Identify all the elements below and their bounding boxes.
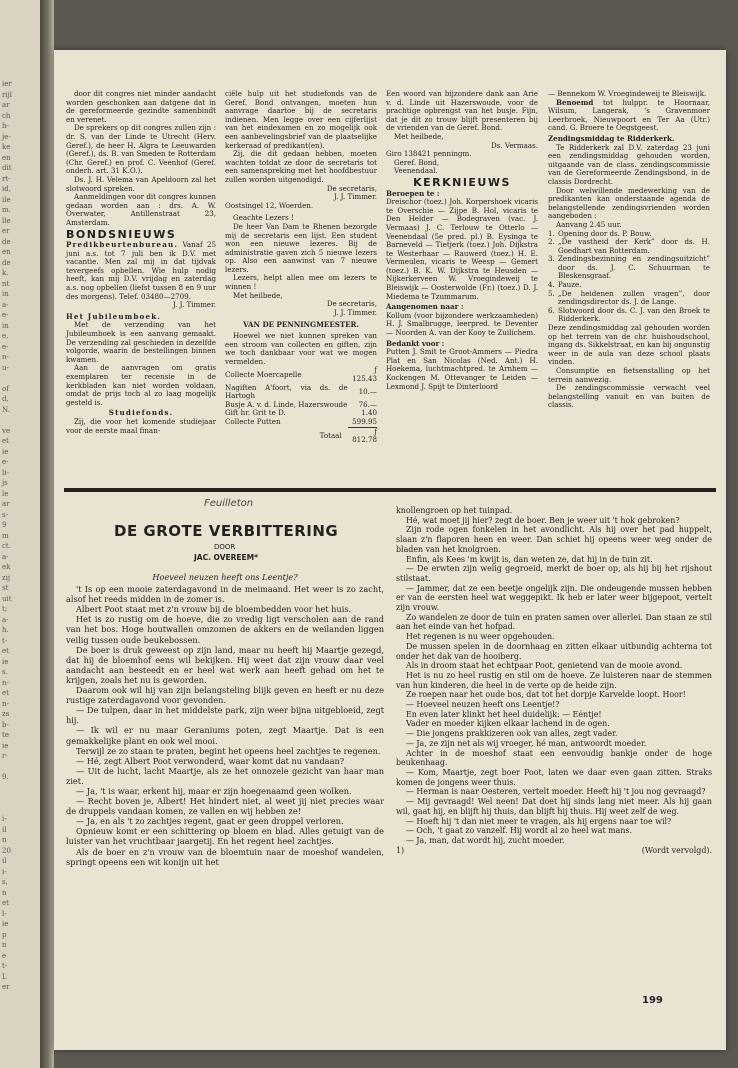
donation-amount: 1.40 — [361, 408, 377, 418]
previous-page-fragment: lle — [2, 216, 11, 225]
previous-page-fragment: d, — [2, 395, 9, 403]
paragraph: De heer Van Dam te Rhenen bezorgde mij de secretaris een lijst. Een student won een nieuwe lezeres. Bij de administratie gaven zich 5 nieuwe lezers op. Also een aanwinst van 7 nieuwe lezers. — [225, 221, 377, 274]
previous-page-fragment: ve — [2, 426, 11, 435]
previous-page-fragment: s- — [2, 510, 8, 519]
paragraph: — Ik wil er nu maar Geraniums poten, zegt Maartje. Dat is een gemakkelijke plant en ook wel mooi. — [66, 725, 384, 746]
previous-page-fragment: je- — [2, 132, 11, 141]
previous-page-fragment: k. — [2, 269, 9, 277]
previous-page-fragment: e, — [2, 332, 9, 340]
story-author: JAC. OVEREEM* — [194, 553, 259, 562]
previous-page-fragment: s. — [2, 668, 8, 676]
previous-page-fragment: e- — [2, 311, 9, 319]
subheading: Predikbeurtenbureau. — [66, 240, 179, 250]
previous-page-fragment: zs — [2, 710, 10, 718]
previous-page-fragment: et — [2, 437, 9, 445]
paragraph: 't Is op een mooie zaterdagavond in de meimaand. Het weer is zo zacht, alsof het reeds midden in de zomer is. — [66, 584, 384, 605]
donation-amount: ƒ 125.43 — [352, 365, 377, 383]
paragraph: De sprekers op dit congres zullen zijn : dr. S. van der Linde te Utrecht (Herv. Geref.), de heer H. Algra te Leeuwarden (Geref.), ds. B. van Smeden te Rotterdam (Chr. Geref.) en prof. C. Veenhof (Geref. onderh. art. 31 K.O.). — [66, 123, 216, 176]
donation-amount: 599.95 — [352, 416, 377, 426]
paragraph: Hé, wat moet jij hier? zegt de boer. Ben je weer uit 't hok gebroken? — [406, 515, 680, 525]
previous-page-fragment: m. — [2, 206, 11, 214]
signature: J. J. Timmer. — [172, 300, 216, 310]
paragraph: Terwijl ze zo staan te praten, begint het opeens heel zachtjes te regenen. — [76, 745, 381, 756]
previous-page-fragment: e — [2, 951, 7, 960]
previous-page-fragment: ile — [2, 195, 11, 204]
previous-page-fragment: r- — [2, 752, 8, 760]
signature: J. J. Timmer. — [333, 307, 377, 317]
paragraph: — Recht boven je, Albert! Het hindert niet, al weet jij niet precies waar de druppels vandaan komen, ze vallen en wij hebben ze! — [66, 796, 384, 817]
paragraph: door dit congres niet minder aandacht worden geschonken aan datgene dat in de gereformeerde gezindte samenbindt en verenet. — [66, 89, 216, 124]
donation-amount: 10.— — [358, 386, 377, 396]
previous-page-fragment: 20 — [2, 846, 11, 855]
previous-page-fragment: 9. — [2, 773, 9, 781]
table-row — [225, 418, 377, 427]
subheading: Bedankt voor : — [386, 338, 445, 348]
paragraph: Zij, die dit gedaan hebben, moeten wachten totdat ze door de secretaris tot een samenspreking met het hoofdbestuur zullen worden uitgenodigd. — [225, 149, 377, 184]
previous-page-fragment: s, — [2, 878, 8, 886]
paragraph: Het regenen is nu weer opgehouden. — [406, 632, 555, 642]
subheading: Aangenomen naar : — [386, 302, 464, 312]
previous-page-fragment: n — [2, 888, 7, 897]
total-amount: ƒ 812.78 — [348, 427, 377, 445]
penningmeester-heading: VAN DE PENNINGMEESTER. — [243, 320, 359, 330]
subheading: Zendingsmiddag te Ridderkerk. — [548, 133, 675, 143]
list-item: 4. Pauze. — [548, 280, 582, 290]
paragraph: Putten J. Smit te Groot-Ammers — Piedra Plat en San Nicolas (Ned. Ant.) H. Hoekema, luchtmachtpred. te Arnhem — Kockengen M. Ottevanger te Leiden — Lexmond J. Spijt te Dinterloord — [386, 347, 538, 391]
previous-page-fragment: er — [2, 227, 10, 235]
previous-page-edge — [0, 0, 40, 1068]
donation-label: Gift hr. Grit te D. — [225, 408, 286, 418]
paragraph: Zijn rode ogen fonkelen in het avondlicht. Als hij over het pad huppelt, slaan z'n flaporen heen en weer. Dan schiet hij opeens weer weg onder de bladen van het knolgroen. — [396, 525, 712, 554]
paragraph: — Hoeft hij 't dan niet meer te vragen, als hij ergens naar toe wil? — [406, 816, 672, 826]
previous-page-fragment: 9 — [2, 521, 7, 529]
donation-label: Busje A. v. d. Linde, Hazerswoude — [225, 399, 348, 409]
previous-page-fragment: zij — [2, 573, 11, 582]
previous-page-fragment: de — [2, 258, 11, 267]
paragraph: Enfin, als Kees 'm kwijt is, dan weten ze, dat hij in de tuin zit. — [406, 554, 653, 564]
previous-page-fragment: ke — [2, 143, 11, 151]
previous-page-fragment: n — [2, 836, 7, 844]
column-3 — [386, 90, 538, 391]
previous-page-fragment: rt- — [2, 174, 11, 183]
paragraph: knollengroen op het tuinpad. — [396, 506, 513, 515]
address: Oostsingel 12, Woerden. — [225, 200, 314, 210]
paragraph: Ze roepen naar het oude bos, dat tot het dorpje Karvelde loopt. Hoor! — [406, 690, 686, 700]
previous-page-fragment: a- — [2, 552, 9, 561]
agenda-list — [548, 230, 710, 325]
total-label: Totaal — [319, 430, 342, 440]
giro: Geref. Bond, — [394, 157, 440, 167]
previous-page-fragment: p — [2, 930, 7, 939]
previous-page-fragment: il — [2, 825, 7, 834]
paragraph: Albert Poot staat met z'n vrouw bij de bloembedden voor het huis. — [76, 604, 352, 615]
previous-page-fragment: le — [2, 489, 9, 498]
previous-page-fragment: l- — [2, 909, 7, 918]
previous-page-fragment: in — [2, 290, 9, 298]
to-be-continued: (Wordt vervolgd). — [641, 845, 712, 855]
paragraph: En even later klinkt het heel duidelijk: — Eéntje! — [406, 709, 602, 719]
paragraph: Zij, die voor het komende studiejaar voor de eerste maal finan- — [66, 416, 216, 435]
paragraph: — Bennekom W. Vroegindeweij te Bleiswijk. — [548, 89, 707, 98]
donations-table — [225, 366, 377, 444]
paragraph: — Mij gevraagd! Wel neen! Dat doet hij sinds lang niet meer. Als hij gaan wil, gaat hij, en blijft hij thuis, dan blijft hij thuis. Hij weet zelf de weg. — [396, 797, 712, 816]
previous-page-fragment: a- — [2, 615, 9, 624]
paragraph: Zo wandelen ze door de tuin en praten samen over allerlei. Dan staan ze stil aan het einde van het hofpad. — [396, 612, 712, 632]
paragraph: Als in droom staat het echtpaar Poot, genietend van de mooie avond. — [406, 661, 683, 671]
previous-page-fragment: ar — [2, 500, 10, 508]
previous-page-fragment: rijl — [2, 90, 12, 99]
donation-amount: 76.— — [358, 399, 377, 409]
paragraph: Met heilbede, — [233, 290, 283, 300]
magazine-page — [54, 50, 726, 1050]
paragraph: Opnieuw komt er een schittering op bloem en blad. Alles getuigt van de luister van het vruchtbaar jaargetij. En het regent heel zachtjes. — [66, 826, 384, 847]
previous-page-fragment: ar — [2, 101, 10, 109]
paragraph: Lezers, helpt allen mee om lezers te winnen ! — [225, 273, 377, 292]
previous-page-fragment: of — [2, 384, 9, 393]
previous-page-fragment: n — [2, 941, 7, 949]
previous-page-fragment: e- — [2, 342, 9, 351]
paragraph: Een woord van bijzondere dank aan Arie v. d. Linde uit Hazerswoude, voor de prachtige opbrengst van het busje. Fijn, dat je dit zo trouw blijft presenteren bij de vrienden van de Geref. Bond. — [386, 89, 538, 133]
paragraph: — Uit de lucht, lacht Maartje, als ze het onnozele gezicht van haar man ziet. — [66, 765, 384, 786]
list-item: 5. „De heidenen zullen vragen”, door zendingsdirector ds. J. de Lange. — [548, 288, 710, 307]
paragraph: Kollum (voor bijzondere werkzaamheden) H. J. Smalbrugge, leerpred. te Deventer — Noorden A. van der Kooy te Zuilichem. — [386, 310, 538, 338]
list-item: 3. Zendingsbezinning en zendingsuitzicht” door ds. J. C. Schuurman te Bleskensgraaf. — [548, 254, 710, 281]
previous-page-fragment: il — [2, 857, 7, 865]
paragraph: Als de boer en z'n vrouw van de bloemtuin naar de moeshof wandelen, springt opeens een wit konijn uit het — [66, 846, 384, 867]
paragraph: Het is zo rustig om de hoeve, die zo vredig ligt verscholen aan de rand van het bos. Hoge houtwallen omzomen de akkers en de weilanden liggen veilig tussen oude beukebossen. — [66, 614, 384, 645]
previous-page-fragment: ie — [2, 920, 9, 928]
previous-page-fragment: et — [2, 689, 9, 697]
paragraph: — Och, 't gaat zo vanzelf. Hij wordt al zo heel wat mans. — [406, 826, 632, 836]
paragraph: Dreischor (toez.) Joh. Korpershoek vicaris te Overschie — Zijpe B. Hol, vicaris te Den Helder — Bodegraven (vac. J. Vermaas) J. C. Terlouw te Otterlo — Veenendaal (5e pred. pl.) B. Eysinga te Barneveld — Tietjerk (toez.) Joh. Dijkstra te Westerhaar — Rauwerd (toez.) H. E. Vermeulen, vicaris te Weesp — Gemert (toez.) B. K. W. Dijkstra te Heusden — Nijkerkerveen W. Vroegindeweij te Bleiswijk — Oosterwolde (Fr.) (toez.) D. J. Miedema te Tzummarum. — [386, 197, 538, 301]
paragraph: Ds. J. H. Velema van Apeldoorn zal het slotwoord spreken. — [66, 174, 216, 193]
previous-page-fragment: ch — [2, 111, 11, 120]
total-row — [225, 427, 377, 445]
previous-page-fragment: de — [2, 237, 11, 246]
paragraph: Aanvang 2.45 uur. — [556, 219, 622, 229]
paragraph: Aanmeldingen voor dit congres kunnen gedaan worden aan : drs. A. W. Overwater, Antillenstraat 23, Amsterdam. — [66, 192, 216, 227]
paragraph: — De erwten zijn welig gegroeid, merkt de boer op, als hij bij het rijshout stilstaat. — [396, 564, 712, 583]
serial-subhead: Hoeveel neuzen heeft ons Leentje? — [152, 572, 298, 582]
signature: Ds. Vermaas. — [491, 140, 538, 150]
paragraph: Te Ridderkerk zal D.V. zaterdag 23 juni een zendingsmiddag gehouden worden, uitgaande van de class. zendingscommissie van de Gereformeerde Zendingsbond, in de classis Dordrecht. — [548, 142, 710, 186]
giro: Veenendaal. — [394, 166, 438, 176]
previous-page-fragment: i- — [2, 867, 7, 876]
paragraph: Vanaf 25 juni a.s. tot 7 juli ben ik D.V. met vacantie. Men zal mij in dat tijdvak tevergeefs opbellen. Wie hulp nodig heeft, kan mij D.V. vrijdag en zaterdag a.s. nog opbellen (liefst tussen 8 en 9 uur des morgens). Telef. 03480—2709. — [66, 240, 216, 301]
previous-page-fragment: id, — [2, 185, 11, 193]
paragraph: — Jammer, dat ze een beetje ongelijk zijn. Die ondeugende mussen hebben er van de eersten heel wat weggepikt. Ik heb er later weer bijgepoot, vertelt zijn vrouw. — [396, 583, 712, 613]
previous-page-fragment: t- — [2, 636, 8, 645]
previous-page-fragment: ie — [2, 657, 9, 666]
previous-page-fragment: nt — [2, 279, 10, 288]
previous-page-fragment: et — [2, 647, 9, 655]
paragraph: Aan de aanvragen om gratis exemplaren ter recensie in de kerkbladen kan niet worden voldaan, omdat de prijs toch al zo laag mogelijk gesteld is. — [66, 363, 216, 407]
list-item: 1. Opening door ds. P. Bouw. — [548, 228, 652, 238]
previous-page-fragment: h. — [2, 626, 9, 634]
previous-page-fragment: ek — [2, 563, 11, 571]
paragraph: — Ja, 't is waar, erkent hij, maar er zijn hoegenaamd geen wolken. — [76, 785, 352, 796]
subheading: Het Jubileumboek. — [66, 311, 161, 321]
previous-page-fragment: m — [2, 531, 9, 540]
story-title: DE GROTE VERBITTERING — [114, 522, 339, 540]
paragraph: — Ja, en als 't zo zachtjes regent, gaat er geen droppel verloren. — [76, 816, 344, 827]
paragraph: Met de verzending van het Jubileumboek is een aanvang gemaakt. De verzending zal geschieden in dezelfde volgorde, waarin de bestellingen binnen kwamen. — [66, 320, 216, 364]
serial-column-left — [66, 572, 384, 867]
donation-label: Collecte Putten — [225, 417, 281, 427]
previous-page-fragment: te — [2, 731, 9, 739]
table-row — [225, 366, 377, 383]
donation-label: Collecte Moercapelle — [225, 369, 302, 379]
previous-page-fragment: et — [2, 899, 9, 907]
paragraph: De boer is druk geweest op zijn land, maar nu heeft hij Maartje gezegd, dat hij de bloemhof eens wil bekijken. Hij weet dat zijn vrouw daar veel aandacht aan besteedt en er heel wat werk aan heeft gehad om het te krijgen, zoals het nu is geworden. — [66, 644, 384, 685]
subheading: Studiefonds. — [108, 408, 174, 418]
previous-page-fragment: n- — [2, 353, 9, 361]
paragraph: Consumptie en fietsenstalling op het terrein aanwezig. — [548, 366, 710, 384]
previous-page-fragment: L — [2, 972, 7, 981]
paragraph: Met heilbede, — [394, 131, 444, 141]
paragraph: Vader en moeder kijken elkaar lachend in de ogen. — [406, 719, 610, 729]
donation-label: Nagiften A'foort, via ds. de Hartogh — [225, 382, 348, 401]
subheading: Benoemd — [556, 97, 594, 107]
previous-page-fragment: uit — [2, 594, 12, 603]
previous-page-fragment: en — [2, 153, 11, 162]
previous-page-fragment: i- — [2, 815, 7, 823]
byline-door: DOOR — [214, 543, 236, 551]
book-gutter — [40, 0, 54, 1068]
previous-page-fragment: h- — [2, 122, 9, 130]
previous-page-fragment: in — [2, 321, 9, 330]
paragraph: — Herman is naar Oesteren, vertelt moeder. Heeft hij 't jou nog gevraagd? — [406, 787, 706, 797]
column-4 — [548, 90, 710, 410]
salutation: Geachte Lezers ! — [233, 213, 294, 223]
previous-page-fragment: ie — [2, 447, 9, 456]
previous-page-fragment: e- — [2, 458, 9, 466]
paragraph: Achter in de moeshof staat een eenvoudig bankje onder de hoge beukenhaag. — [396, 748, 712, 768]
previous-page-fragment: ier — [2, 80, 12, 88]
previous-page-fragment: u- — [2, 363, 9, 372]
paragraph: — Kom, Maartje, zegt boer Poot, laten we daar even gaan zitten. Straks komen de jongens weer thuis. — [396, 767, 712, 787]
footnote-marker: 1) — [396, 845, 405, 855]
feuilleton-label: Feuilleton — [204, 498, 254, 509]
paragraph: — Die jongens prakkizeren ook van alles, zegt vader. — [406, 729, 618, 739]
paragraph: De zendingscommissie verwacht veel belangstelling vanuit en van buiten de classis. — [548, 383, 710, 410]
paragraph: Door welwillende medewerking van de predikanten kan onderstaande agenda de belangstellende zendingsvrienden worden aangeboden : — [548, 185, 710, 221]
previous-page-fragment: ie — [2, 741, 9, 750]
giro: Giro 138421 penningm. — [386, 149, 472, 159]
paragraph: tot hulppr. te Hoornaar, Wilsum, Langerak, 's Gravenmoer Leerbroek, Nieuwpoort en Ter Aa (Utr.) cand. G. Broere te Oegstgeest. — [548, 97, 710, 133]
previous-page-fragment: n- — [2, 678, 9, 687]
column-2 — [225, 90, 377, 445]
signature: De secretaris, — [326, 299, 377, 309]
previous-page-fragment: t- — [2, 962, 8, 970]
previous-page-fragment: dit — [2, 164, 12, 172]
kerknieuws-heading: KERKNIEUWS — [413, 175, 511, 189]
signature: J. J. Timmer. — [333, 192, 377, 202]
signature: De secretaris, — [326, 183, 377, 193]
subheading: Beroepen te : — [386, 188, 440, 198]
bondsnieuws-heading: BONDSNIEUWS — [66, 227, 177, 241]
table-row — [225, 384, 377, 401]
previous-page-fragment: li- — [2, 468, 9, 477]
paragraph: Het is nu zo heel rustig en stil om de hoeve. Ze luisteren naar de stemmen van hun kinderen, die heel in de verte op de heide zijn. — [396, 670, 712, 690]
paragraph: Daarom ook wil hij van zijn belangsteling blijk geven en heeft er nu deze rustige zaterdagavond voor gevonden. — [66, 685, 384, 706]
previous-page-fragment: er — [2, 983, 10, 991]
paragraph: — Hoeveel neuzen heeft ons Leentje!? — [406, 700, 560, 710]
previous-page-fragment: t; — [2, 605, 8, 613]
paragraph: — Ja, man, dat wordt hij, zucht moeder. — [406, 835, 565, 845]
previous-page-fragment: st — [2, 584, 9, 592]
paragraph: ciële hulp uit het studiefonds van de Geref. Bond ontvangen, moeten hun aanvrage daartoe bij de secretaris indienen. Men legge over een cijferlijst van het eindexamen en zo mogelijk ook een aanbevelingsbrief van de plaatselijke kerkeraad of predikant(en). — [225, 89, 377, 150]
paragraph: Hoewel we niet kunnen spreken van een stroom van collecten en giften, zijn we toch dankbaar voor wat we mogen vermelden. — [225, 331, 377, 366]
paragraph: — Ja, ze zijn net als wij vroeger, hé man, antwoordt moeder. — [406, 738, 647, 748]
previous-page-fragment: en — [2, 248, 11, 256]
list-item: 2. „De vastheid der Kerk” door ds. H. Goedhart van Rotterdam. — [548, 237, 710, 255]
previous-page-fragment: N. — [2, 405, 10, 414]
column-1 — [66, 90, 216, 435]
paragraph: De mussen spelen in de doornhaag en zitten elkaar uitbundig achterna tot onder het dak van de hooiberg. — [396, 641, 712, 661]
paragraph: — De tulpen, daar in het middelste park, zijn weer bijna uitgebloeid, zegt hij. — [66, 705, 384, 726]
serial-column-right — [396, 506, 712, 855]
previous-page-fragment: ct. — [2, 542, 11, 550]
list-item: 6. Slotwoord door ds. C. J. van den Broek te Ridderkerk. — [548, 305, 710, 324]
section-divider — [64, 488, 716, 492]
previous-page-fragment: b- — [2, 720, 9, 729]
previous-page-fragment: n- — [2, 699, 9, 708]
paragraph: Deze zendingsmiddag zal gehouden worden op het terrein van de chr. huishoudschool, ingang ds. Sikkelstraat, en kan bij ongunstig weer in de aula van deze school plaats vinden. — [548, 323, 710, 367]
previous-page-fragment: js — [2, 479, 8, 487]
paragraph: — Hé, zegt Albert Poot verwonderd, waar komt dat nu vandaan? — [76, 755, 345, 766]
previous-page-fragment: a- — [2, 300, 9, 309]
page-number: 199 — [642, 995, 663, 1006]
